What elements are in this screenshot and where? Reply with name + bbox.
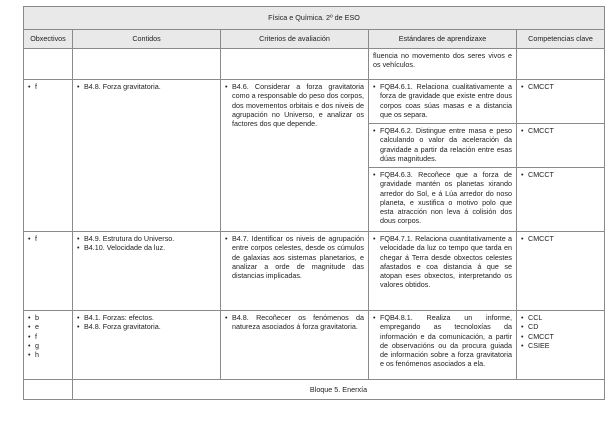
header-criteria: Criterios de avaliación bbox=[221, 30, 369, 49]
criterion-cell bbox=[221, 80, 369, 232]
standard-item: • FQB4.7.1. Relaciona cuantitativamente a velocidade da luz co tempo que tarda en chegar á Terra desde obxectos celestes afastados e coa distancia á que se atopan eses obxectos, interpretando os valores obtidos. bbox=[373, 234, 512, 290]
block-title: Bloque 5. Enerxía bbox=[73, 380, 605, 400]
standard-item: • FQB4.6.3. Recoñece que a forza de gravidade mantén os planetas xirando arredor do Sol, e á Lúa arredor do noso planeta, e xustifica o motivo polo que esta atracción non leva á colisión dos dous corpos. bbox=[373, 170, 512, 226]
contents-cell bbox=[73, 232, 221, 311]
content-item: • B4.10. Velocidade da luz. bbox=[77, 243, 216, 252]
objective-item: • f bbox=[28, 234, 68, 243]
competences-cell bbox=[517, 232, 605, 311]
content-item: • B4.9. Estrutura do Universo. bbox=[77, 234, 216, 243]
content-item: • B4.8. Forza gravitatoria. bbox=[77, 322, 216, 331]
competence-item: • CMCCT bbox=[521, 82, 600, 91]
table-row bbox=[24, 311, 605, 380]
standards-cell bbox=[369, 80, 517, 232]
table-row bbox=[24, 232, 605, 311]
objective-item: • f bbox=[28, 82, 68, 91]
competence-item: • CMCCT bbox=[521, 126, 600, 135]
content-item: • B4.1. Forzas: efectos. bbox=[77, 313, 216, 322]
standard-item: • FQB4.8.1. Realiza un informe, empregando as tecnoloxías da información e da comunicación, a partir de observacións ou da procura guiada de información sobre a forza gravitatoria e os fenómenos asociados a ela. bbox=[373, 313, 512, 369]
objectives-cell bbox=[24, 232, 73, 311]
criterion-item: • B4.8. Recoñecer os fenómenos da natureza asociados á forza gravitatoria. bbox=[225, 313, 364, 332]
curriculum-table-page bbox=[23, 6, 605, 400]
header-standards: Estándares de aprendizaxe bbox=[369, 30, 517, 49]
header-row bbox=[24, 30, 605, 49]
competence-item: • CMCCT bbox=[521, 234, 600, 243]
table-title-row bbox=[24, 7, 605, 30]
competence-item: • CCL bbox=[521, 313, 600, 322]
objective-item: • g bbox=[28, 341, 68, 350]
competence-item: • CMCCT bbox=[521, 170, 600, 179]
table-title: Física e Química. 2º de ESO bbox=[24, 7, 605, 30]
header-objectives: Obxectivos bbox=[24, 30, 73, 49]
continuation-text: fluencia no movemento dos seres vivos e os vehículos. bbox=[369, 49, 517, 80]
standard-block bbox=[369, 124, 516, 168]
competence-item: • CD bbox=[521, 322, 600, 331]
criterion-cell bbox=[221, 232, 369, 311]
objective-item: • h bbox=[28, 350, 68, 359]
standards-cell bbox=[369, 232, 517, 311]
block-row bbox=[24, 380, 605, 400]
standard-item: • FQB4.6.2. Distingue entre masa e peso calculando o valor da aceleración da gravidade a partir da relación entre esas dúas magnitudes. bbox=[373, 126, 512, 163]
objective-item: • e bbox=[28, 322, 68, 331]
objective-item: • b bbox=[28, 313, 68, 322]
objective-item: • f bbox=[28, 332, 68, 341]
criterion-cell bbox=[221, 311, 369, 380]
standards-cell bbox=[369, 311, 517, 380]
standard-block bbox=[369, 168, 516, 231]
criterion-item: • B4.7. Identificar os niveis de agrupación entre corpos celestes, desde os cúmulos de galaxias aos sistemas planetarios, e analizar a orde de magnitude das distancias implicadas. bbox=[225, 234, 364, 280]
table-row bbox=[24, 80, 605, 232]
competence-item: • CMCCT bbox=[521, 332, 600, 341]
objectives-cell bbox=[24, 311, 73, 380]
content-item: • B4.8. Forza gravitatoria. bbox=[77, 82, 216, 91]
header-competences: Competencias clave bbox=[517, 30, 605, 49]
header-contents: Contidos bbox=[73, 30, 221, 49]
competences-cell bbox=[517, 80, 605, 232]
continuation-row bbox=[24, 49, 605, 80]
competence-item: • CSIEE bbox=[521, 341, 600, 350]
contents-cell bbox=[73, 80, 221, 232]
criterion-item: • B4.6. Considerar a forza gravitatoria como a responsable do peso dos corpos, dos movementos orbitais e dos niveis de agrupación no Universo, e analizar os factores dos que depende. bbox=[225, 82, 364, 128]
contents-cell bbox=[73, 311, 221, 380]
objectives-cell bbox=[24, 80, 73, 232]
competences-cell bbox=[517, 311, 605, 380]
curriculum-table bbox=[23, 6, 605, 400]
standard-item: • FQB4.6.1. Relaciona cualitativamente a forza de gravidade que existe entre dous corpos coas súas masas e a distancia que os separa. bbox=[373, 82, 512, 119]
standard-block bbox=[369, 80, 516, 124]
